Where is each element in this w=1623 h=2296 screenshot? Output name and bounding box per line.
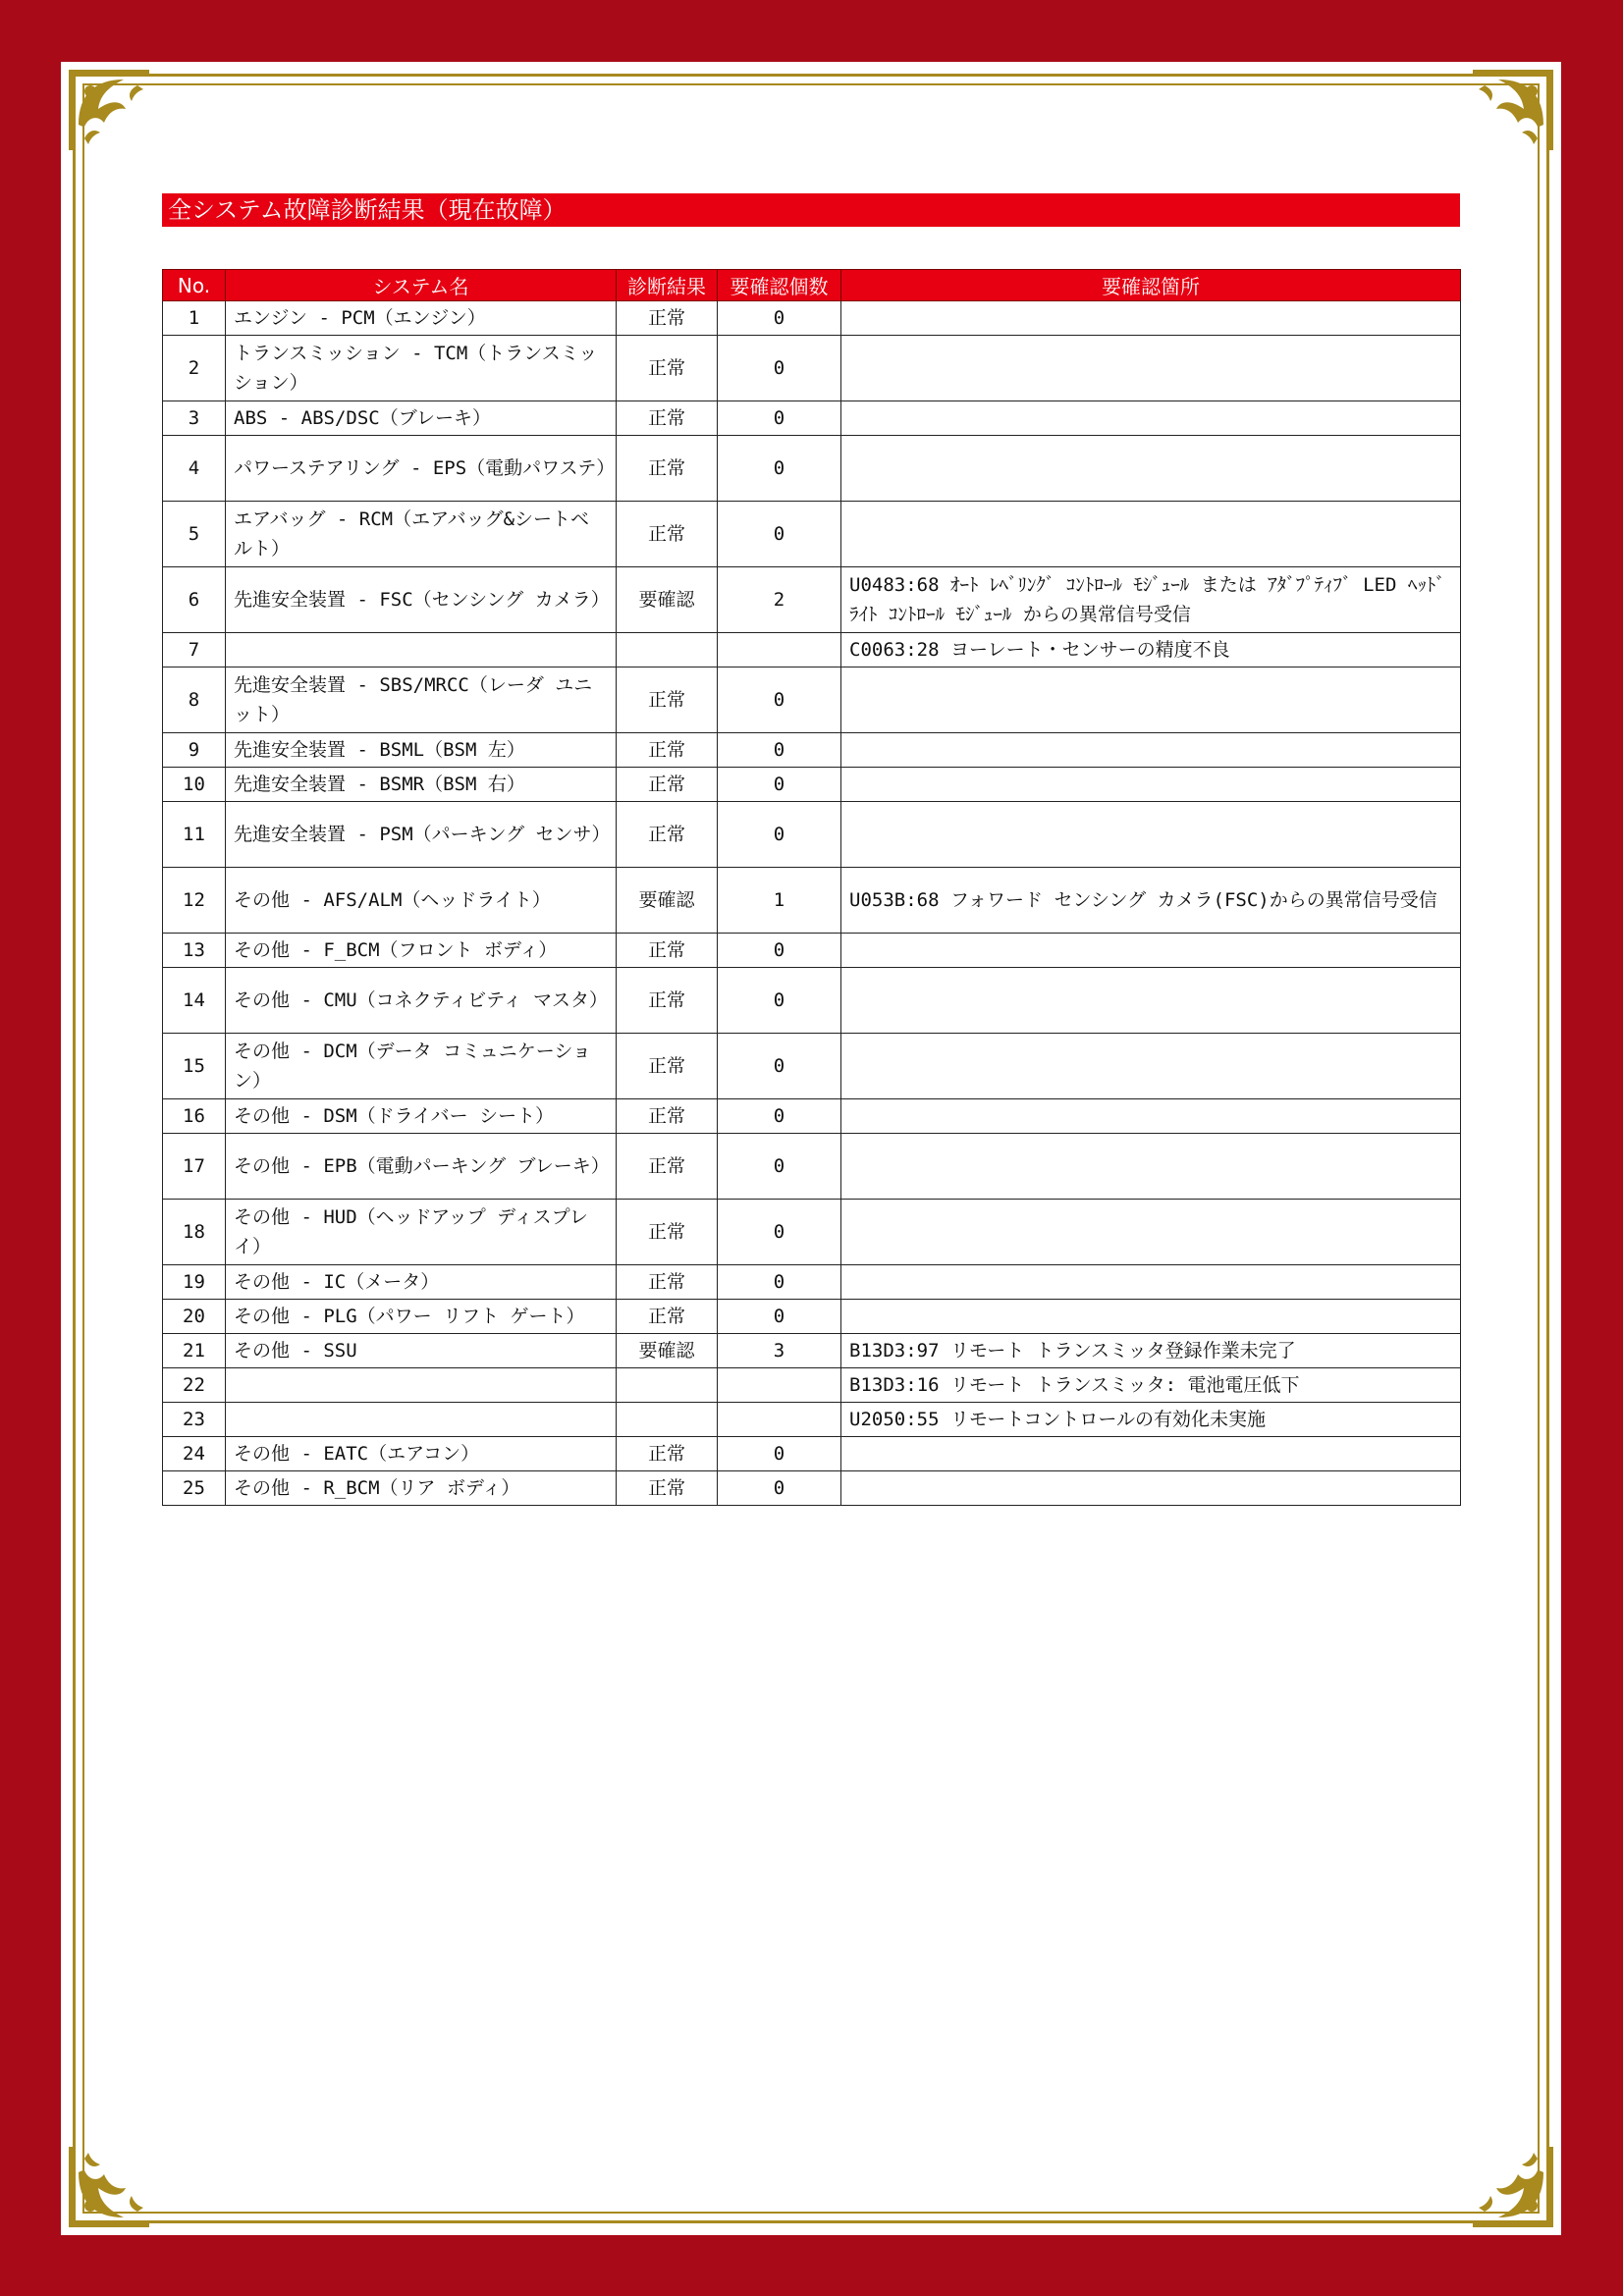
row-count-cell: 2 — [718, 567, 841, 633]
row-count-cell: 0 — [718, 1034, 841, 1099]
row-count-cell: 0 — [718, 336, 841, 401]
row-result-cell: 正常 — [617, 1437, 718, 1471]
row-system-cell: 先進安全装置 - SBS/MRCC（レーダ ユニット） — [226, 667, 617, 733]
row-location-cell — [841, 1265, 1461, 1300]
row-count-cell — [718, 1368, 841, 1403]
table-row — [163, 1300, 1461, 1334]
row-location-cell — [841, 1034, 1461, 1099]
row-result-cell: 要確認 — [617, 567, 718, 633]
header-result: 診断結果 — [617, 270, 718, 301]
row-result-cell: 正常 — [617, 1265, 718, 1300]
report-page — [61, 62, 1561, 2235]
table-row — [163, 934, 1461, 968]
table-row — [163, 968, 1461, 1034]
corner-ornament-icon — [65, 66, 153, 154]
row-count-cell: 0 — [718, 436, 841, 502]
row-count-cell: 1 — [718, 868, 841, 934]
table-row — [163, 802, 1461, 868]
row-location-cell: C0063:28 ヨーレート・センサーの精度不良 — [841, 633, 1461, 667]
row-system-cell — [226, 633, 617, 667]
row-no-cell: 7 — [163, 633, 226, 667]
row-no-cell: 25 — [163, 1471, 226, 1506]
corner-ornament-icon — [65, 2143, 153, 2231]
row-location-cell — [841, 768, 1461, 802]
row-location-cell — [841, 502, 1461, 567]
table-row — [163, 633, 1461, 667]
row-count-cell: 0 — [718, 1134, 841, 1200]
header-no: No. — [163, 270, 226, 301]
table-row — [163, 733, 1461, 768]
table-row — [163, 1134, 1461, 1200]
row-result-cell: 正常 — [617, 733, 718, 768]
row-location-cell — [841, 1134, 1461, 1200]
row-result-cell: 正常 — [617, 968, 718, 1034]
table-row — [163, 567, 1461, 633]
row-system-cell: その他 - PLG（パワー リフト ゲート） — [226, 1300, 617, 1334]
row-system-cell: その他 - R_BCM（リア ボディ） — [226, 1471, 617, 1506]
row-system-cell: ABS - ABS/DSC（ブレーキ） — [226, 401, 617, 436]
row-result-cell — [617, 1403, 718, 1437]
table-row — [163, 336, 1461, 401]
row-no-cell: 10 — [163, 768, 226, 802]
row-no-cell: 5 — [163, 502, 226, 567]
table-row — [163, 1334, 1461, 1368]
row-result-cell: 正常 — [617, 436, 718, 502]
row-system-cell: 先進安全装置 - BSML（BSM 左） — [226, 733, 617, 768]
row-location-cell — [841, 436, 1461, 502]
table-header-row — [163, 270, 1461, 301]
row-system-cell — [226, 1368, 617, 1403]
table-row — [163, 667, 1461, 733]
row-result-cell: 正常 — [617, 768, 718, 802]
row-result-cell: 正常 — [617, 802, 718, 868]
table-row — [163, 868, 1461, 934]
row-system-cell: 先進安全装置 - FSC（センシング カメラ） — [226, 567, 617, 633]
table-row — [163, 1265, 1461, 1300]
row-count-cell: 0 — [718, 1265, 841, 1300]
row-location-cell — [841, 802, 1461, 868]
section-title: 全システム故障診断結果（現在故障） — [162, 193, 1460, 227]
row-count-cell: 0 — [718, 802, 841, 868]
table-body — [163, 301, 1461, 1506]
row-location-cell — [841, 667, 1461, 733]
row-no-cell: 11 — [163, 802, 226, 868]
diagnosis-table — [162, 269, 1461, 1506]
row-count-cell: 0 — [718, 1300, 841, 1334]
table-row — [163, 1099, 1461, 1134]
row-result-cell: 正常 — [617, 1200, 718, 1265]
row-system-cell: その他 - AFS/ALM（ヘッドライト） — [226, 868, 617, 934]
table-row — [163, 502, 1461, 567]
row-system-cell: その他 - HUD（ヘッドアップ ディスプレイ） — [226, 1200, 617, 1265]
row-result-cell: 要確認 — [617, 868, 718, 934]
row-result-cell: 要確認 — [617, 1334, 718, 1368]
header-system: システム名 — [226, 270, 617, 301]
row-location-cell — [841, 968, 1461, 1034]
table-row — [163, 401, 1461, 436]
row-location-cell — [841, 733, 1461, 768]
row-no-cell: 9 — [163, 733, 226, 768]
row-no-cell: 1 — [163, 301, 226, 336]
row-system-cell: 先進安全装置 - PSM（パーキング センサ） — [226, 802, 617, 868]
row-location-cell — [841, 1099, 1461, 1134]
row-location-cell — [841, 1300, 1461, 1334]
corner-ornament-icon — [1469, 66, 1557, 154]
row-result-cell: 正常 — [617, 336, 718, 401]
row-location-cell — [841, 1437, 1461, 1471]
row-location-cell: U0483:68 ｵｰﾄ ﾚﾍﾞﾘﾝｸﾞ ｺﾝﾄﾛｰﾙ ﾓｼﾞｭｰﾙ または ｱﾀﾞﾌﾟﾃｨﾌﾞ LED ﾍｯﾄﾞﾗｲﾄ ｺﾝﾄﾛｰﾙ ﾓｼﾞｭｰﾙ からの異常信号受信 — [841, 567, 1461, 633]
row-location-cell — [841, 301, 1461, 336]
row-no-cell: 18 — [163, 1200, 226, 1265]
row-count-cell: 0 — [718, 768, 841, 802]
row-count-cell: 0 — [718, 667, 841, 733]
table-row — [163, 1368, 1461, 1403]
row-count-cell: 0 — [718, 733, 841, 768]
row-location-cell: B13D3:97 リモート トランスミッタ登録作業未完了 — [841, 1334, 1461, 1368]
row-no-cell: 20 — [163, 1300, 226, 1334]
table-row — [163, 1403, 1461, 1437]
row-system-cell: その他 - EPB（電動パーキング ブレーキ） — [226, 1134, 617, 1200]
row-no-cell: 4 — [163, 436, 226, 502]
row-system-cell: トランスミッション - TCM（トランスミッション） — [226, 336, 617, 401]
row-count-cell: 0 — [718, 1099, 841, 1134]
row-result-cell — [617, 1368, 718, 1403]
row-result-cell: 正常 — [617, 1300, 718, 1334]
row-no-cell: 8 — [163, 667, 226, 733]
table-row — [163, 768, 1461, 802]
row-no-cell: 3 — [163, 401, 226, 436]
row-location-cell — [841, 401, 1461, 436]
row-no-cell: 12 — [163, 868, 226, 934]
row-count-cell: 0 — [718, 934, 841, 968]
row-count-cell: 0 — [718, 1200, 841, 1265]
row-result-cell: 正常 — [617, 1134, 718, 1200]
row-no-cell: 16 — [163, 1099, 226, 1134]
row-count-cell: 0 — [718, 301, 841, 336]
row-system-cell: パワーステアリング - EPS（電動パワステ） — [226, 436, 617, 502]
row-location-cell — [841, 1471, 1461, 1506]
row-result-cell: 正常 — [617, 667, 718, 733]
row-no-cell: 22 — [163, 1368, 226, 1403]
table-row — [163, 1437, 1461, 1471]
header-location: 要確認箇所 — [841, 270, 1461, 301]
row-system-cell: 先進安全装置 - BSMR（BSM 右） — [226, 768, 617, 802]
row-location-cell: U2050:55 リモートコントロールの有効化未実施 — [841, 1403, 1461, 1437]
header-count: 要確認個数 — [718, 270, 841, 301]
row-count-cell: 0 — [718, 1471, 841, 1506]
row-no-cell: 23 — [163, 1403, 226, 1437]
row-location-cell — [841, 934, 1461, 968]
row-no-cell: 19 — [163, 1265, 226, 1300]
row-location-cell: B13D3:16 リモート トランスミッタ: 電池電圧低下 — [841, 1368, 1461, 1403]
row-count-cell: 0 — [718, 502, 841, 567]
row-count-cell — [718, 1403, 841, 1437]
row-count-cell: 3 — [718, 1334, 841, 1368]
table-row — [163, 436, 1461, 502]
row-system-cell: その他 - F_BCM（フロント ボディ） — [226, 934, 617, 968]
row-system-cell: その他 - EATC（エアコン） — [226, 1437, 617, 1471]
row-system-cell: その他 - CMU（コネクティビティ マスタ） — [226, 968, 617, 1034]
row-count-cell: 0 — [718, 968, 841, 1034]
row-location-cell — [841, 336, 1461, 401]
row-result-cell — [617, 633, 718, 667]
row-system-cell: その他 - SSU — [226, 1334, 617, 1368]
row-result-cell: 正常 — [617, 1471, 718, 1506]
table-row — [163, 1200, 1461, 1265]
table-row — [163, 301, 1461, 336]
row-result-cell: 正常 — [617, 1099, 718, 1134]
row-result-cell: 正常 — [617, 401, 718, 436]
row-system-cell: その他 - DCM（データ コミュニケーション） — [226, 1034, 617, 1099]
table-row — [163, 1471, 1461, 1506]
row-no-cell: 6 — [163, 567, 226, 633]
row-count-cell: 0 — [718, 401, 841, 436]
row-result-cell: 正常 — [617, 301, 718, 336]
row-count-cell — [718, 633, 841, 667]
row-location-cell: U053B:68 フォワード センシング カメラ(FSC)からの異常信号受信 — [841, 868, 1461, 934]
row-location-cell — [841, 1200, 1461, 1265]
row-system-cell: エアバッグ - RCM（エアバッグ&シートベルト） — [226, 502, 617, 567]
row-no-cell: 13 — [163, 934, 226, 968]
row-system-cell: その他 - DSM（ドライバー シート） — [226, 1099, 617, 1134]
row-count-cell: 0 — [718, 1437, 841, 1471]
row-system-cell: エンジン - PCM（エンジン） — [226, 301, 617, 336]
row-no-cell: 17 — [163, 1134, 226, 1200]
row-result-cell: 正常 — [617, 502, 718, 567]
row-no-cell: 15 — [163, 1034, 226, 1099]
row-no-cell: 2 — [163, 336, 226, 401]
row-no-cell: 24 — [163, 1437, 226, 1471]
row-system-cell — [226, 1403, 617, 1437]
row-result-cell: 正常 — [617, 934, 718, 968]
corner-ornament-icon — [1469, 2143, 1557, 2231]
row-no-cell: 21 — [163, 1334, 226, 1368]
row-no-cell: 14 — [163, 968, 226, 1034]
table-row — [163, 1034, 1461, 1099]
row-system-cell: その他 - IC（メータ） — [226, 1265, 617, 1300]
row-result-cell: 正常 — [617, 1034, 718, 1099]
